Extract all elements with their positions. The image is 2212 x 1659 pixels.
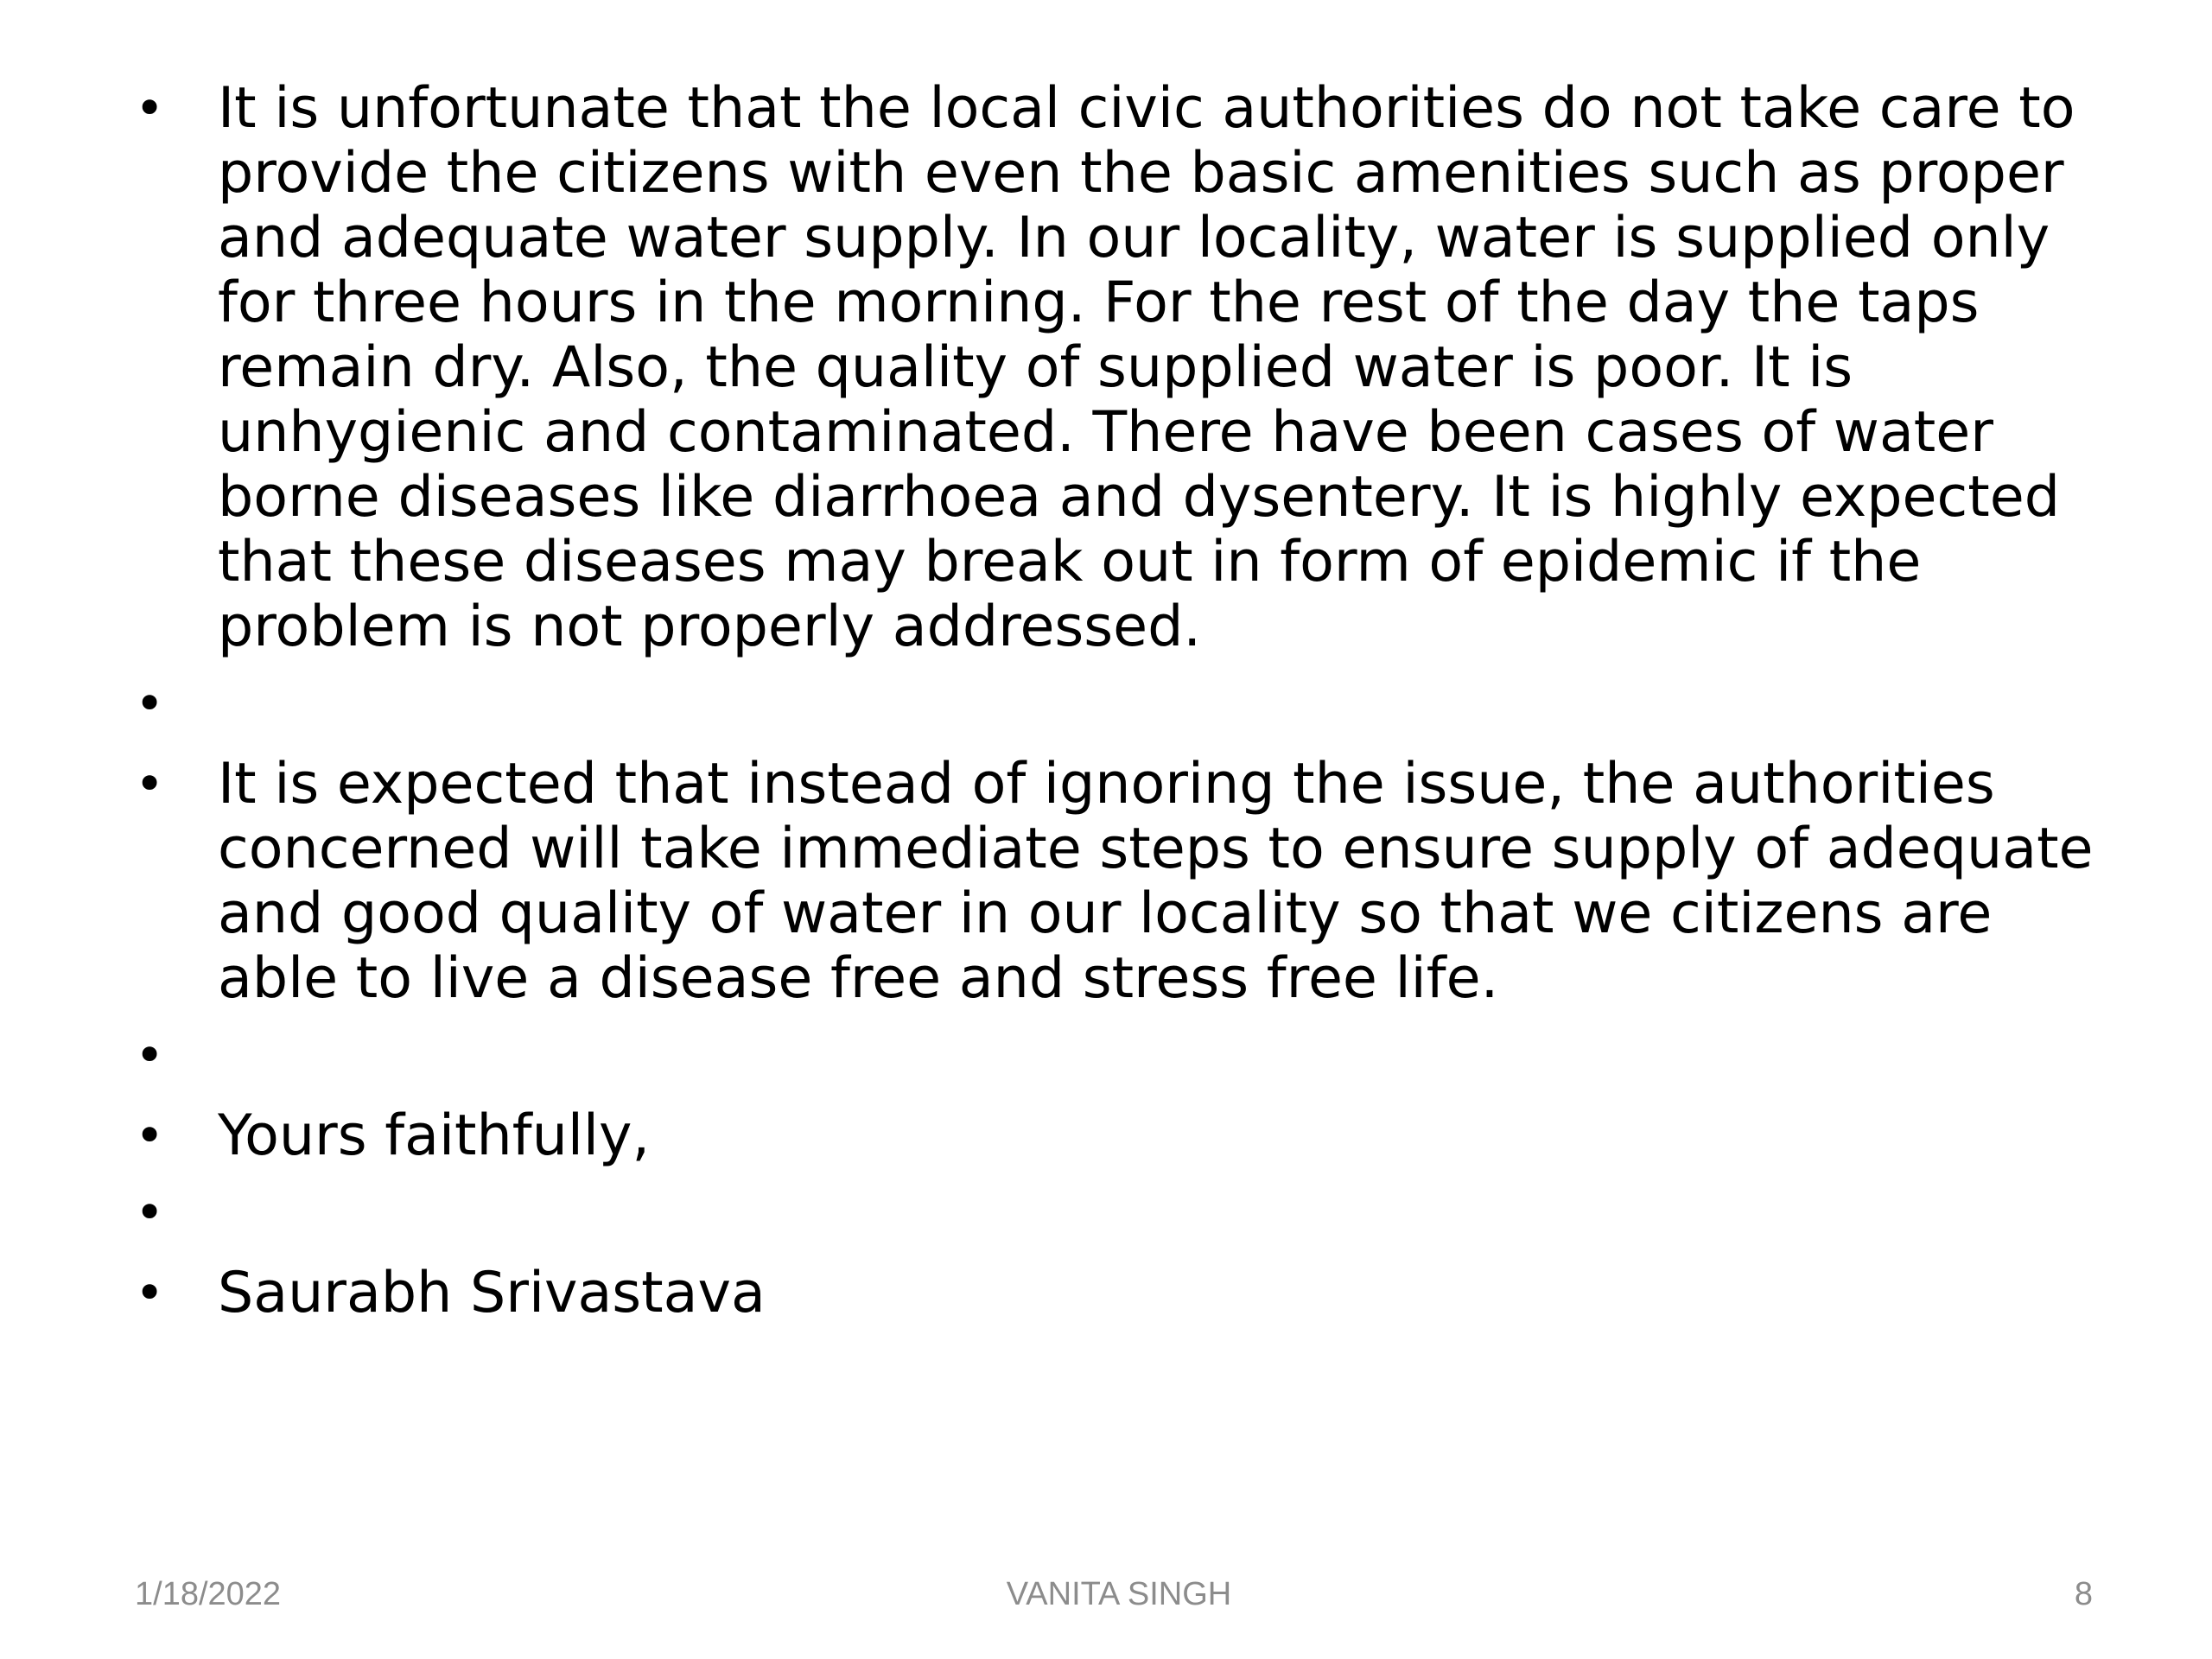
footer-date: 1/18/2022 [135,1576,282,1612]
bullet-empty [126,671,2105,736]
bullet-icon: • [135,1026,165,1084]
bullet-text: Yours faithfully, [218,1103,651,1168]
bullet-paragraph-complaint [126,76,2105,659]
bullet-text [218,671,2105,736]
bullet-text [218,1023,2105,1088]
bullet-text: It is expected that instead of ignoring the issue, the authorities concerned will take immediate steps to ensure supply of adequate and good quality of water in our locality so that we citizens are able to live a disease free and stress free life. [218,752,2094,1011]
bullet-icon: • [135,754,165,813]
footer-page-number: 8 [2074,1576,2093,1612]
bullet-text [218,1180,2105,1245]
footer-author: VANITA SINGH [1006,1576,1232,1612]
bullet-empty [126,1023,2105,1088]
bullet-icon: • [135,674,165,733]
bullet-text: It is unfortunate that the local civic authorities do not take care to provide the citizens with even the basic amenities such as proper and adequate water supply. In our locality, water is supplied only for three hours in the morning. For the rest of the day the taps remain dry. Also, the quality of supplied water is poor. It is unhygienic and contaminated. There have been cases of water borne diseases like diarrhoea and dysentery. It is highly expected that these diseases may break out in form of epidemic if the problem is not properly addressed. [218,76,2075,659]
bullet-text: Saurabh Srivastava [218,1261,766,1325]
bullet-paragraph-request [126,752,2105,1011]
bullet-empty [126,1180,2105,1245]
bullet-signature [126,1261,2105,1325]
bullet-closing [126,1103,2105,1168]
bullet-icon: • [135,79,165,137]
bullet-icon: • [135,1263,165,1322]
bullet-icon: • [135,1183,165,1242]
bullet-icon: • [135,1106,165,1165]
bullet-list [126,76,2105,1325]
